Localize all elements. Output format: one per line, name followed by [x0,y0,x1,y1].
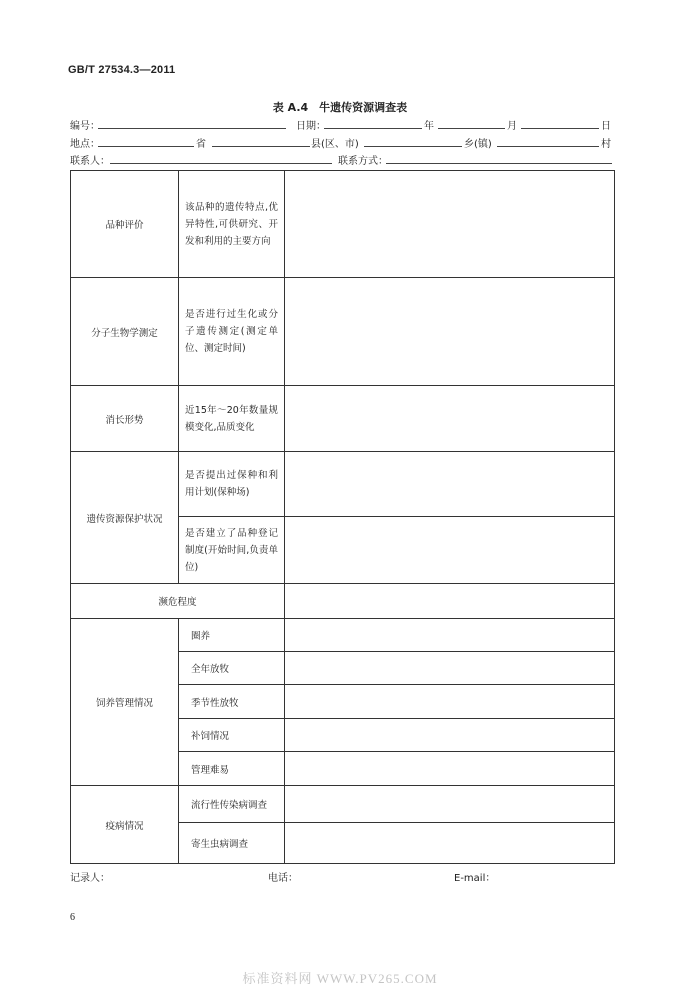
table-row [71,452,615,517]
answer-feeding[interactable] [285,752,615,786]
question-trend: 近15年～20年数量规模变化,品质变化 [179,386,285,452]
date-label: 日期： [296,121,326,132]
phone-label: 电话： [268,873,298,884]
table-row [71,278,615,386]
feeding-item: 圈养 [179,619,285,652]
serial-label: 编号： [70,121,100,132]
category-protection: 遗传资源保护状况 [71,452,179,584]
contact-method-field[interactable] [386,163,612,164]
answer-feeding[interactable] [285,685,615,719]
province-label: 省 [196,139,206,150]
category-feeding: 饲养管理情况 [71,619,179,786]
disease-item: 流行性传染病调查 [179,786,285,823]
endangered-label: 濒危程度 [71,584,285,619]
feeding-item: 全年放牧 [179,652,285,685]
table-row [71,619,615,652]
standard-number: GB/T 27534.3—2011 [68,64,176,76]
feeding-item: 季节性放牧 [179,685,285,719]
disease-item: 寄生虫病调查 [179,823,285,864]
answer-feeding[interactable] [285,719,615,752]
village-field[interactable] [497,146,599,147]
serial-field[interactable] [98,128,286,129]
contact-method-label: 联系方式： [338,156,388,167]
recorder-label: 记录人： [70,873,110,884]
feeding-item: 管理难易 [179,752,285,786]
location-label: 地点： [70,139,100,150]
answer-molecular[interactable] [285,278,615,386]
month-field[interactable] [438,128,505,129]
watermark: 标准资料网 WWW.PV265.COM [242,971,438,986]
answer-registration[interactable] [285,517,615,584]
table-row [71,386,615,452]
question-protection-plan: 是否提出过保种和利用计划(保种场) [179,452,285,517]
category-molecular: 分子生物学测定 [71,278,179,386]
contact-label: 联系人： [70,156,110,167]
answer-disease[interactable] [285,823,615,864]
township-label: 乡(镇) [464,139,492,150]
answer-protection-plan[interactable] [285,452,615,517]
village-label: 村 [601,139,611,150]
answer-breed-eval[interactable] [285,171,615,278]
answer-endangered[interactable] [285,584,615,619]
county-field[interactable] [212,146,310,147]
category-breed-eval: 品种评价 [71,171,179,278]
year-label: 年 [424,121,434,132]
table-row [71,786,615,823]
question-registration: 是否建立了品种登记制度(开始时间,负责单位) [179,517,285,584]
feeding-item: 补饲情况 [179,719,285,752]
category-trend: 消长形势 [71,386,179,452]
answer-disease[interactable] [285,786,615,823]
month-label: 月 [507,121,517,132]
township-field[interactable] [364,146,462,147]
question-molecular: 是否进行过生化或分子遗传测定(测定单位、测定时间) [179,278,285,386]
day-field[interactable] [521,128,599,129]
table-row [71,171,615,278]
answer-feeding[interactable] [285,619,615,652]
question-breed-eval: 该品种的遗传特点,优异特性,可供研究、开发和利用的主要方向 [179,171,285,278]
email-label: E-mail： [454,873,496,884]
survey-table [70,170,615,864]
contact-field[interactable] [110,163,332,164]
day-label: 日 [601,121,611,132]
year-field[interactable] [324,128,422,129]
answer-trend[interactable] [285,386,615,452]
table-row [71,584,615,619]
page-number: 6 [70,912,75,923]
answer-feeding[interactable] [285,652,615,685]
province-field[interactable] [98,146,194,147]
county-label: 县(区、市) [311,139,359,150]
category-disease: 疫病情况 [71,786,179,864]
table-title: 表 A.4 牛遗传资源调查表 [272,101,408,114]
